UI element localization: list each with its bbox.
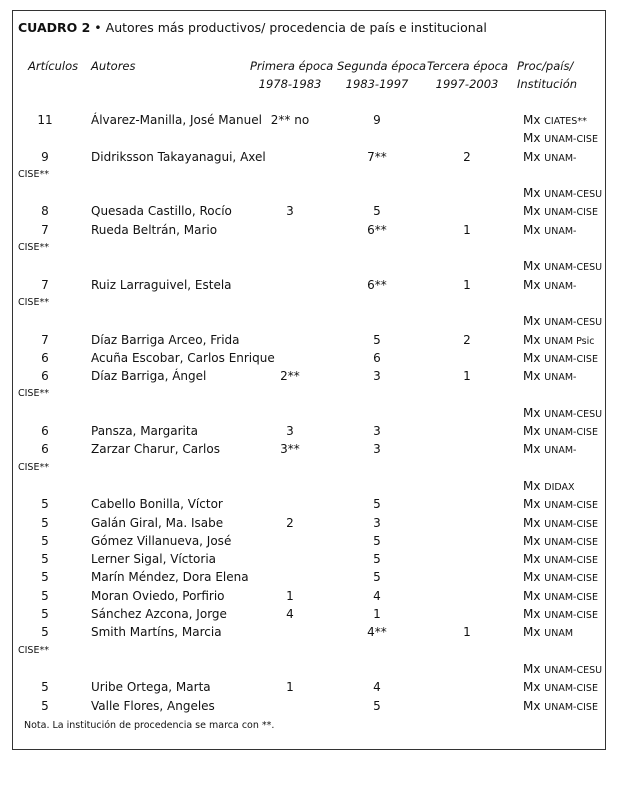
articulos-cell: 6 xyxy=(41,369,49,384)
institution-cell xyxy=(523,514,598,534)
table-row xyxy=(0,385,621,403)
country-code: Mx xyxy=(523,625,541,640)
institution-cell xyxy=(523,678,598,698)
institution-name: UNAM- xyxy=(544,372,577,384)
articulos-cell: 6 xyxy=(41,424,49,439)
header-segunda-label: Segunda época xyxy=(337,59,427,73)
primera-cell: 1 xyxy=(286,588,294,603)
header-tercera xyxy=(427,57,507,93)
header-tercera-label: Tercera época xyxy=(427,59,509,73)
articulos-cell: 7 xyxy=(41,277,49,292)
author-cell: Uribe Ortega, Marta xyxy=(91,680,211,695)
header-primera xyxy=(250,57,334,93)
table-row xyxy=(0,221,621,239)
institution-name: UNAM-CISE xyxy=(544,555,598,567)
institution-name: UNAM xyxy=(544,628,574,640)
author-cell: Díaz Barriga Arceo, Frida xyxy=(91,332,240,347)
table-row xyxy=(0,623,621,641)
primera-cell: 2 xyxy=(286,515,294,530)
author-cell: Smith Martíns, Marcia xyxy=(91,625,222,640)
table-row xyxy=(0,440,621,458)
segunda-cell: 4 xyxy=(373,588,381,603)
institution-name: UNAM-CISE xyxy=(544,353,598,365)
continuation-cell: CISE** xyxy=(18,168,49,180)
tercera-cell: 1 xyxy=(463,277,471,292)
country-code: Mx xyxy=(523,533,541,548)
institution-cell xyxy=(523,660,602,680)
institution-cell xyxy=(523,257,602,277)
articulos-cell: 5 xyxy=(41,607,49,622)
primera-cell: 3 xyxy=(286,204,294,219)
country-code: Mx xyxy=(523,369,541,384)
institution-name: UNAM-CESU xyxy=(544,408,603,420)
segunda-cell: 5 xyxy=(373,497,381,512)
institution-cell xyxy=(523,605,598,625)
table-row xyxy=(0,367,621,385)
segunda-cell: 5 xyxy=(373,332,381,347)
institution-cell xyxy=(523,568,598,588)
table-row xyxy=(0,312,621,330)
institution-cell xyxy=(523,404,602,424)
institution-name: UNAM-CISE xyxy=(544,536,598,548)
segunda-cell: 6 xyxy=(373,350,381,365)
tercera-cell: 1 xyxy=(463,625,471,640)
segunda-cell: 7** xyxy=(367,149,387,164)
country-code: Mx xyxy=(523,478,541,493)
title-bullet: • xyxy=(94,20,102,35)
segunda-cell: 9 xyxy=(373,113,381,127)
institution-name: UNAM- xyxy=(544,280,577,292)
segunda-cell: 5 xyxy=(373,204,381,219)
country-code: Mx xyxy=(523,552,541,567)
segunda-cell: 3 xyxy=(373,369,381,384)
table-row xyxy=(0,422,621,440)
country-code: Mx xyxy=(523,113,541,127)
header-segunda xyxy=(337,57,427,93)
table-row xyxy=(0,514,621,532)
country-code: Mx xyxy=(523,204,541,219)
country-code: Mx xyxy=(523,607,541,622)
institution-cell xyxy=(523,697,598,717)
institution-cell xyxy=(523,312,602,332)
primera-cell: 2** xyxy=(280,369,300,384)
institution-name: UNAM-CISE xyxy=(544,518,598,530)
table-row xyxy=(0,166,621,184)
institution-cell xyxy=(523,422,598,442)
country-code: Mx xyxy=(523,186,541,201)
header-tercera-years: 1997-2003 xyxy=(435,77,499,91)
country-code: Mx xyxy=(523,661,541,676)
institution-cell xyxy=(523,111,587,131)
table-row xyxy=(0,404,621,422)
segunda-cell: 5 xyxy=(373,698,381,713)
tercera-cell: 2 xyxy=(463,149,471,164)
institution-cell xyxy=(523,221,576,241)
table-row xyxy=(0,111,621,129)
articulos-cell: 5 xyxy=(41,680,49,695)
institution-name: UNAM- xyxy=(544,152,577,164)
header-proc-sub: Institución xyxy=(517,77,578,91)
header-proc xyxy=(517,57,577,93)
continuation-cell: CISE** xyxy=(18,296,49,308)
table-row xyxy=(0,331,621,349)
country-code: Mx xyxy=(523,424,541,439)
primera-cell: 2** no xyxy=(270,113,310,127)
institution-cell xyxy=(523,477,575,497)
title-text: Autores más productivos/ procedencia de país e institucional xyxy=(105,20,487,35)
segunda-cell: 4 xyxy=(373,680,381,695)
country-code: Mx xyxy=(523,259,541,274)
table-note: Nota. La institución de procedencia se marca con **. xyxy=(24,720,275,731)
segunda-cell: 6** xyxy=(367,222,387,237)
institution-name: UNAM-CISE xyxy=(544,683,598,695)
segunda-cell: 3 xyxy=(373,424,381,439)
country-code: Mx xyxy=(523,442,541,457)
institution-name: UNAM-CISE xyxy=(544,427,598,439)
institution-cell xyxy=(523,148,576,168)
header-articulos: Artículos xyxy=(28,59,79,73)
articulos-cell: 5 xyxy=(41,570,49,585)
institution-name: UNAM-CISE xyxy=(544,573,598,585)
primera-cell: 1 xyxy=(286,680,294,695)
table-row xyxy=(0,660,621,678)
continuation-cell: CISE** xyxy=(18,242,49,254)
institution-cell xyxy=(523,331,594,351)
table-body xyxy=(0,111,621,715)
institution-name: UNAM- xyxy=(544,225,577,237)
articulos-cell: 6 xyxy=(41,350,49,365)
country-code: Mx xyxy=(523,332,541,347)
country-code: Mx xyxy=(523,149,541,164)
table-row xyxy=(0,532,621,550)
articulos-cell: 7 xyxy=(41,222,49,237)
institution-cell xyxy=(523,440,576,460)
header-segunda-years: 1983-1997 xyxy=(345,77,409,91)
institution-name: UNAM-CESU xyxy=(544,317,603,329)
author-cell: Pansza, Margarita xyxy=(91,424,198,439)
institution-name: UNAM-CISE xyxy=(544,591,598,603)
country-code: Mx xyxy=(523,277,541,292)
articulos-cell: 11 xyxy=(37,113,53,127)
continuation-cell: CISE** xyxy=(18,644,49,656)
table-row xyxy=(0,239,621,257)
country-code: Mx xyxy=(523,222,541,237)
institution-cell xyxy=(523,129,598,149)
country-code: Mx xyxy=(523,588,541,603)
articulos-cell: 5 xyxy=(41,515,49,530)
country-code: Mx xyxy=(523,698,541,713)
articulos-cell: 7 xyxy=(41,332,49,347)
author-cell: Zarzar Charur, Carlos xyxy=(91,442,220,457)
author-cell: Valle Flores, Angeles xyxy=(91,698,215,713)
articulos-cell: 5 xyxy=(41,533,49,548)
author-cell: Quesada Castillo, Rocío xyxy=(91,204,232,219)
institution-name: UNAM-CESU xyxy=(544,189,603,201)
country-code: Mx xyxy=(523,570,541,585)
author-cell: Ruiz Larraguivel, Estela xyxy=(91,277,232,292)
institution-cell xyxy=(523,349,598,369)
table-row xyxy=(0,294,621,312)
segunda-cell: 3 xyxy=(373,515,381,530)
institution-name: CIATES** xyxy=(544,116,587,127)
articulos-cell: 6 xyxy=(41,442,49,457)
author-cell: Lerner Sigal, Víctoria xyxy=(91,552,217,567)
institution-cell xyxy=(523,276,576,296)
institution-name: UNAM-CESU xyxy=(544,262,603,274)
table-row xyxy=(0,349,621,367)
country-code: Mx xyxy=(523,680,541,695)
articulos-cell: 5 xyxy=(41,552,49,567)
primera-cell: 3** xyxy=(280,442,300,457)
articulos-cell: 5 xyxy=(41,588,49,603)
articulos-cell: 9 xyxy=(41,149,49,164)
table-row xyxy=(0,459,621,477)
institution-cell xyxy=(523,587,598,607)
country-code: Mx xyxy=(523,405,541,420)
table-row xyxy=(0,276,621,294)
tercera-cell: 2 xyxy=(463,332,471,347)
segunda-cell: 1 xyxy=(373,607,381,622)
institution-cell xyxy=(523,623,573,643)
author-cell: Cabello Bonilla, Víctor xyxy=(91,497,223,512)
segunda-cell: 5 xyxy=(373,533,381,548)
author-cell: Rueda Beltrán, Mario xyxy=(91,222,218,237)
table-row xyxy=(0,697,621,715)
primera-cell: 3 xyxy=(286,424,294,439)
segunda-cell: 3 xyxy=(373,442,381,457)
articulos-cell: 5 xyxy=(41,497,49,512)
table-row xyxy=(0,202,621,220)
country-code: Mx xyxy=(523,515,541,530)
institution-name: DIDAX xyxy=(544,481,575,493)
table-row xyxy=(0,184,621,202)
articulos-cell: 5 xyxy=(41,698,49,713)
articulos-cell: 8 xyxy=(41,204,49,219)
header-proc-label: Proc/país/ xyxy=(517,59,574,73)
continuation-cell: CISE** xyxy=(18,461,49,473)
header-primera-label: Primera época xyxy=(250,59,334,73)
author-cell: Acuña Escobar, Carlos Enrique xyxy=(91,350,275,365)
institution-name: UNAM-CISE xyxy=(544,500,598,512)
author-cell: Moran Oviedo, Porfirio xyxy=(91,588,225,603)
institution-name: UNAM-CISE xyxy=(544,610,598,622)
author-cell: Gómez Villanueva, José xyxy=(91,533,232,548)
table-title xyxy=(18,20,487,35)
table-row xyxy=(0,605,621,623)
author-cell: Álvarez-Manilla, José Manuel xyxy=(91,113,262,127)
institution-name: UNAM-CESU xyxy=(544,664,603,676)
table-row xyxy=(0,587,621,605)
institution-cell xyxy=(523,202,598,222)
country-code: Mx xyxy=(523,314,541,329)
institution-name: UNAM-CISE xyxy=(544,207,598,219)
author-cell: Díaz Barriga, Ángel xyxy=(91,369,207,384)
institution-name: UNAM-CISE xyxy=(544,701,598,713)
table-row xyxy=(0,477,621,495)
author-cell: Marín Méndez, Dora Elena xyxy=(91,570,249,585)
articulos-cell: 5 xyxy=(41,625,49,640)
table-row xyxy=(0,148,621,166)
table-row xyxy=(0,495,621,513)
institution-name: UNAM-CISE xyxy=(544,134,598,146)
country-code: Mx xyxy=(523,497,541,512)
header-autores: Autores xyxy=(91,59,136,73)
table-row xyxy=(0,550,621,568)
title-prefix: CUADRO 2 xyxy=(18,20,91,35)
author-cell: Sánchez Azcona, Jorge xyxy=(91,607,227,622)
table-row xyxy=(0,678,621,696)
country-code: Mx xyxy=(523,350,541,365)
table-row xyxy=(0,129,621,147)
segunda-cell: 4** xyxy=(367,625,387,640)
author-cell: Galán Giral, Ma. Isabe xyxy=(91,515,224,530)
continuation-cell: CISE** xyxy=(18,388,49,400)
table-row xyxy=(0,257,621,275)
header-primera-years: 1978-1983 xyxy=(258,77,322,91)
segunda-cell: 6** xyxy=(367,277,387,292)
institution-cell xyxy=(523,550,598,570)
segunda-cell: 5 xyxy=(373,552,381,567)
segunda-cell: 5 xyxy=(373,570,381,585)
institution-cell xyxy=(523,184,602,204)
author-cell: Didriksson Takayanagui, Axel xyxy=(91,149,266,164)
tercera-cell: 1 xyxy=(463,369,471,384)
institution-cell xyxy=(523,367,576,387)
institution-cell xyxy=(523,495,598,515)
institution-name: UNAM Psic xyxy=(544,335,595,347)
institution-cell xyxy=(523,532,598,552)
tercera-cell: 1 xyxy=(463,222,471,237)
institution-name: UNAM- xyxy=(544,445,577,457)
country-code: Mx xyxy=(523,131,541,146)
table-row xyxy=(0,642,621,660)
primera-cell: 4 xyxy=(286,607,294,622)
table-row xyxy=(0,568,621,586)
